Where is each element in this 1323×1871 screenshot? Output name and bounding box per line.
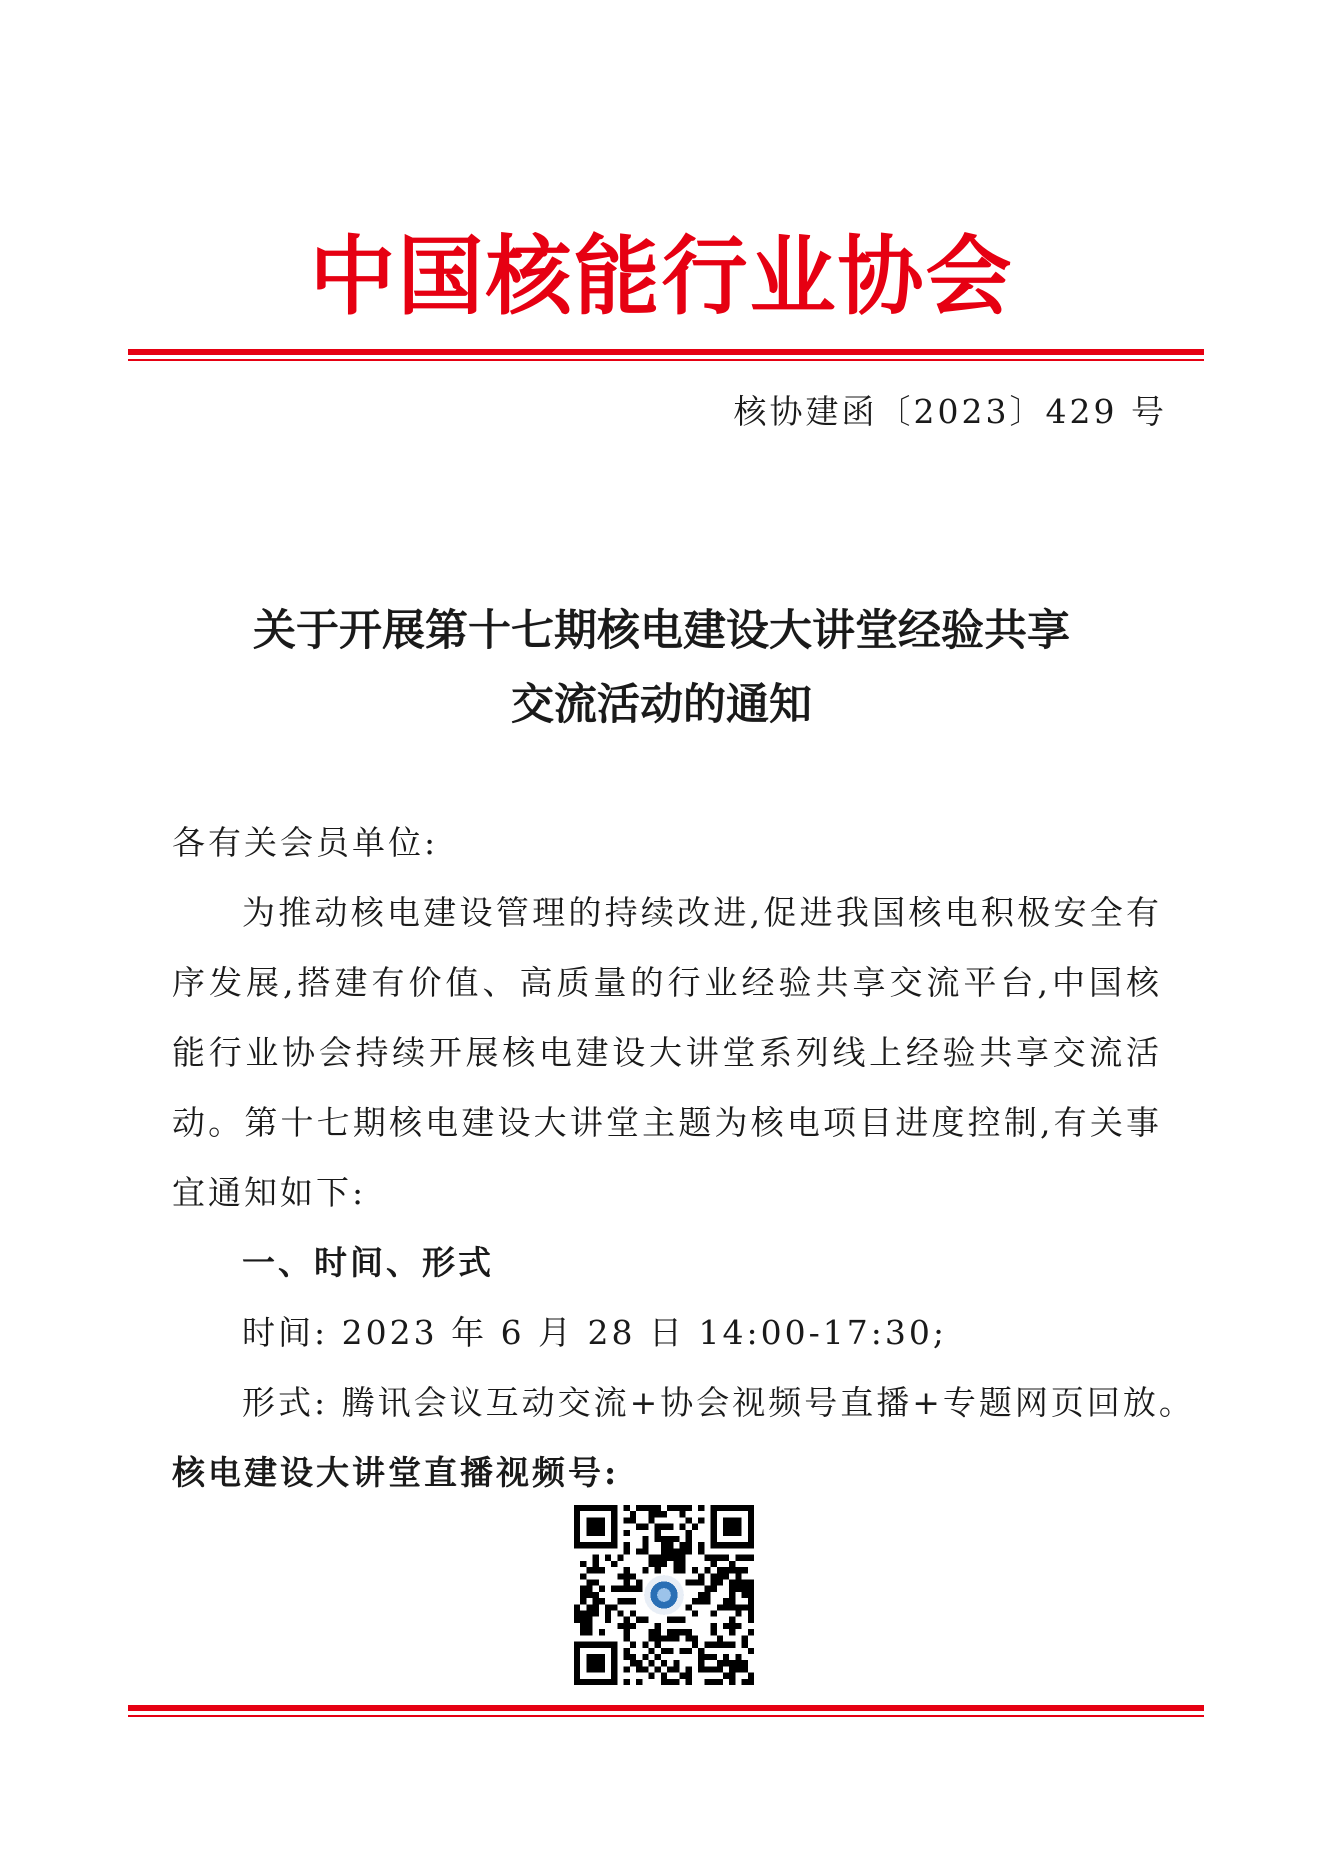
document-number: 核协建函〔2023〕429 号 <box>733 392 1167 431</box>
notice-title-line-2: 交流活动的通知 <box>511 680 812 730</box>
video-channel-heading: 核电建设大讲堂直播视频号: <box>172 1453 620 1492</box>
salutation: 各有关会员单位: <box>172 823 439 862</box>
form-line: 形式: 腾讯会议互动交流+协会视频号直播+专题网页回放。 <box>242 1383 1195 1422</box>
qr-code-icon <box>574 1505 754 1685</box>
notice-title-line-1: 关于开展第十七期核电建设大讲堂经验共享 <box>253 606 1070 656</box>
header-divider <box>128 349 1204 361</box>
notice-title <box>0 594 1323 742</box>
footer-divider <box>128 1705 1204 1717</box>
time-line: 时间: 2023 年 6 月 28 日 14:00-17:30; <box>242 1313 947 1352</box>
section-heading-time-form: 一、时间、形式 <box>242 1243 494 1282</box>
intro-paragraph: 为推动核电建设管理的持续改进,促进我国核电积极安全有序发展,搭建有价值、高质量的行业经验共享交流平台,中国核能行业协会持续开展核电建设大讲堂系列线上经验共享交流活动。第十七期核电建设大讲堂主题为核电项目进度控制,有关事宜通知如下: <box>172 893 1162 1212</box>
organization-title: 中国核能行业协会 <box>309 226 1014 327</box>
